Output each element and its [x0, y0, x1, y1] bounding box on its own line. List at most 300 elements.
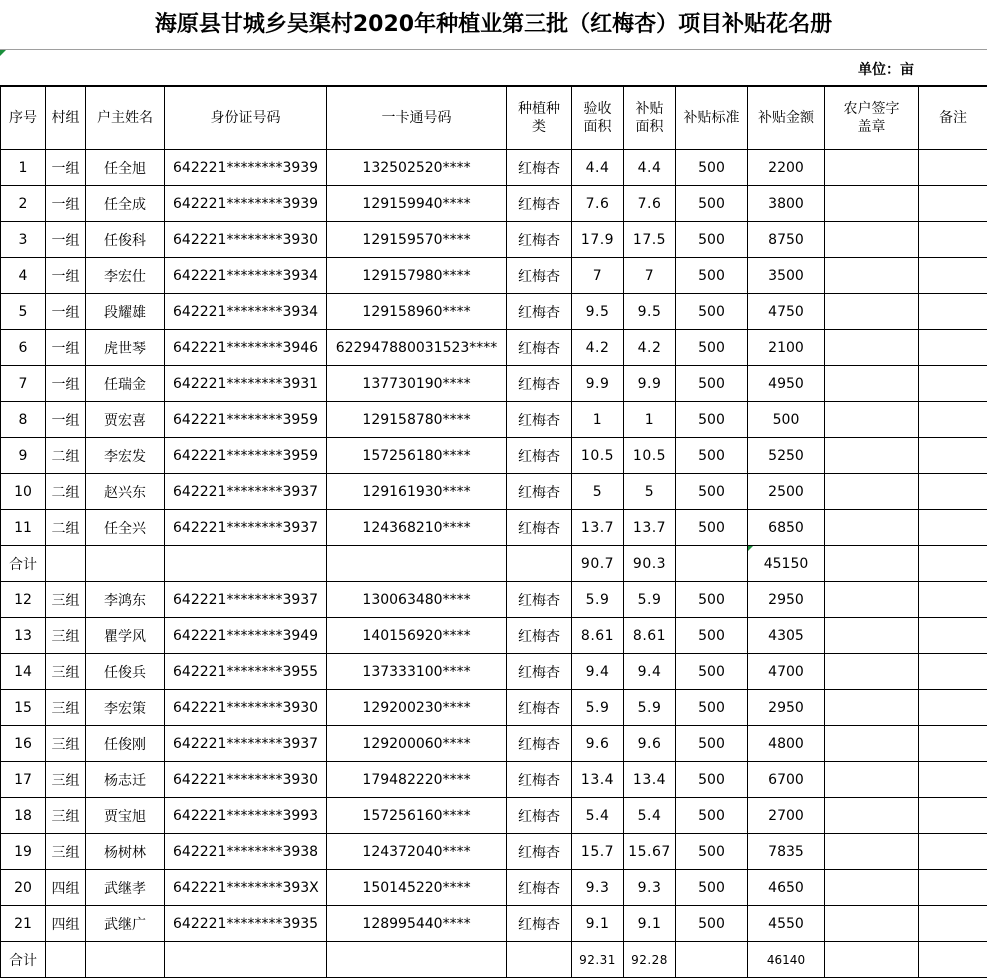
cell-group: 四组 [46, 906, 86, 942]
cell-crop-type: 红梅杏 [507, 258, 572, 294]
cell-signature [825, 906, 919, 942]
cell-group: 四组 [46, 870, 86, 906]
cell-remarks [919, 258, 987, 294]
header-name: 户主姓名 [86, 87, 165, 150]
cell-group: 一组 [46, 402, 86, 438]
header-id-number: 身份证号码 [165, 87, 327, 150]
cell-group: 三组 [46, 654, 86, 690]
header-subsidy-rate: 补贴标准 [676, 87, 748, 150]
cell-inspected-area: 10.5 [572, 438, 624, 474]
cell-subsidy-area: 4.2 [624, 330, 676, 366]
cell-signature [825, 798, 919, 834]
cell-signature [825, 474, 919, 510]
cell-subsidy-rate: 500 [676, 510, 748, 546]
cell-signature [825, 762, 919, 798]
total-row [1, 546, 987, 582]
cell-group: 一组 [46, 150, 86, 186]
cell-card-number: 129159940**** [327, 186, 507, 222]
cell-card-number: 140156920**** [327, 618, 507, 654]
cell-id-number: 642221********3930 [165, 690, 327, 726]
cell-subsidy-amount: 2100 [748, 330, 825, 366]
cell-remarks [919, 150, 987, 186]
cell-index: 4 [1, 258, 46, 294]
cell-index: 15 [1, 690, 46, 726]
cell-id-number: 642221********3935 [165, 906, 327, 942]
cell-subsidy-rate [676, 546, 748, 582]
cell-name: 李宏仕 [86, 258, 165, 294]
cell-name: 贾宏喜 [86, 402, 165, 438]
cell-index: 17 [1, 762, 46, 798]
cell-subsidy-amount: 5250 [748, 438, 825, 474]
cell-signature [825, 654, 919, 690]
cell-subsidy-amount: 2700 [748, 798, 825, 834]
cell-signature [825, 186, 919, 222]
cell-name: 李鸿东 [86, 582, 165, 618]
cell-group [46, 546, 86, 582]
cell-card-number: 129158780**** [327, 402, 507, 438]
table-row [1, 618, 987, 654]
cell-inspected-area: 4.2 [572, 330, 624, 366]
cell-card-number: 157256180**** [327, 438, 507, 474]
unit-label: 单位：亩 [858, 62, 914, 78]
cell-subsidy-amount: 45150 [748, 546, 825, 582]
cell-crop-type: 红梅杏 [507, 474, 572, 510]
cell-remarks [919, 222, 987, 258]
cell-signature [825, 330, 919, 366]
cell-crop-type: 红梅杏 [507, 510, 572, 546]
cell-index: 12 [1, 582, 46, 618]
cell-card-number [327, 546, 507, 582]
cell-card-number: 137730190**** [327, 366, 507, 402]
cell-subsidy-rate: 500 [676, 726, 748, 762]
cell-id-number: 642221********3993 [165, 798, 327, 834]
cell-remarks [919, 762, 987, 798]
cell-subsidy-amount: 4700 [748, 654, 825, 690]
cell-card-number: 622947880031523**** [327, 330, 507, 366]
cell-subsidy-rate: 500 [676, 690, 748, 726]
cell-inspected-area: 5.9 [572, 690, 624, 726]
cell-subsidy-rate: 500 [676, 402, 748, 438]
cell-index: 9 [1, 438, 46, 474]
cell-name: 任俊刚 [86, 726, 165, 762]
cell-crop-type: 红梅杏 [507, 798, 572, 834]
cell-remarks [919, 942, 987, 978]
cell-name: 李宏策 [86, 690, 165, 726]
cell-card-number [327, 942, 507, 978]
cell-subsidy-area: 10.5 [624, 438, 676, 474]
cell-name: 瞿学风 [86, 618, 165, 654]
cell-subsidy-amount: 2200 [748, 150, 825, 186]
table-row [1, 150, 987, 186]
cell-subsidy-area: 5 [624, 474, 676, 510]
cell-subsidy-rate: 500 [676, 222, 748, 258]
table-header-row [1, 87, 987, 150]
table-row [1, 330, 987, 366]
cell-index: 5 [1, 294, 46, 330]
cell-name: 任瑞金 [86, 366, 165, 402]
cell-name: 任俊科 [86, 222, 165, 258]
cell-inspected-area: 7 [572, 258, 624, 294]
cell-group: 三组 [46, 618, 86, 654]
document-title: 海原县甘城乡吴渠村2020年种植业第三批（红梅杏）项目补贴花名册 [0, 0, 987, 50]
cell-index: 16 [1, 726, 46, 762]
cell-crop-type: 红梅杏 [507, 726, 572, 762]
cell-signature [825, 366, 919, 402]
cell-inspected-area: 90.7 [572, 546, 624, 582]
cell-inspected-area: 13.4 [572, 762, 624, 798]
cell-signature [825, 258, 919, 294]
cell-id-number: 642221********3959 [165, 438, 327, 474]
cell-index: 20 [1, 870, 46, 906]
cell-card-number: 129200060**** [327, 726, 507, 762]
cell-signature [825, 834, 919, 870]
cell-index: 合计 [1, 546, 46, 582]
cell-crop-type: 红梅杏 [507, 654, 572, 690]
cell-signature [825, 294, 919, 330]
cell-id-number: 642221********3955 [165, 654, 327, 690]
cell-remarks [919, 798, 987, 834]
cell-name [86, 546, 165, 582]
cell-inspected-area: 9.1 [572, 906, 624, 942]
cell-index: 8 [1, 402, 46, 438]
cell-subsidy-amount: 4750 [748, 294, 825, 330]
cell-inspected-area: 5.9 [572, 582, 624, 618]
table-row [1, 726, 987, 762]
cell-index: 6 [1, 330, 46, 366]
cell-subsidy-amount: 3800 [748, 186, 825, 222]
cell-subsidy-area: 9.6 [624, 726, 676, 762]
cell-signature [825, 402, 919, 438]
unit-row [0, 50, 987, 86]
cell-group [46, 942, 86, 978]
cell-card-number: 130063480**** [327, 582, 507, 618]
cell-card-number: 124368210**** [327, 510, 507, 546]
cell-crop-type: 红梅杏 [507, 870, 572, 906]
table-row [1, 870, 987, 906]
table-row [1, 258, 987, 294]
cell-subsidy-rate: 500 [676, 474, 748, 510]
table-row [1, 834, 987, 870]
cell-crop-type: 红梅杏 [507, 762, 572, 798]
cell-remarks [919, 726, 987, 762]
header-crop-type: 种植种类 [507, 87, 572, 150]
cell-id-number: 642221********3949 [165, 618, 327, 654]
cell-crop-type: 红梅杏 [507, 906, 572, 942]
cell-subsidy-amount: 2500 [748, 474, 825, 510]
cell-group: 三组 [46, 762, 86, 798]
cell-subsidy-area: 90.3 [624, 546, 676, 582]
table-row [1, 762, 987, 798]
cell-subsidy-area: 13.4 [624, 762, 676, 798]
cell-id-number: 642221********3937 [165, 474, 327, 510]
cell-remarks [919, 294, 987, 330]
cell-crop-type: 红梅杏 [507, 222, 572, 258]
cell-subsidy-amount: 4950 [748, 366, 825, 402]
cell-index: 21 [1, 906, 46, 942]
cell-index: 19 [1, 834, 46, 870]
cell-card-number: 132502520**** [327, 150, 507, 186]
cell-name: 杨树林 [86, 834, 165, 870]
cell-index: 11 [1, 510, 46, 546]
cell-subsidy-amount: 2950 [748, 582, 825, 618]
cell-inspected-area: 1 [572, 402, 624, 438]
cell-remarks [919, 906, 987, 942]
cell-card-number: 150145220**** [327, 870, 507, 906]
cell-subsidy-rate: 500 [676, 330, 748, 366]
cell-id-number: 642221********3934 [165, 294, 327, 330]
cell-inspected-area: 9.9 [572, 366, 624, 402]
header-subsidy-amount: 补贴金额 [748, 87, 825, 150]
cell-remarks [919, 330, 987, 366]
cell-subsidy-rate: 500 [676, 762, 748, 798]
cell-name: 贾宝旭 [86, 798, 165, 834]
cell-id-number: 642221********3930 [165, 762, 327, 798]
cell-name: 武继孝 [86, 870, 165, 906]
cell-group: 一组 [46, 294, 86, 330]
cell-inspected-area: 92.31 [572, 942, 624, 978]
cell-subsidy-amount: 6850 [748, 510, 825, 546]
cell-crop-type: 红梅杏 [507, 294, 572, 330]
cell-id-number: 642221********3934 [165, 258, 327, 294]
cell-id-number: 642221********3931 [165, 366, 327, 402]
cell-id-number: 642221********3937 [165, 510, 327, 546]
cell-index: 18 [1, 798, 46, 834]
cell-group: 三组 [46, 798, 86, 834]
cell-subsidy-rate: 500 [676, 438, 748, 474]
cell-id-number: 642221********3939 [165, 150, 327, 186]
cell-card-number: 129159570**** [327, 222, 507, 258]
cell-index: 2 [1, 186, 46, 222]
table-row [1, 906, 987, 942]
cell-inspected-area: 9.3 [572, 870, 624, 906]
cell-remarks [919, 546, 987, 582]
cell-crop-type [507, 942, 572, 978]
cell-signature [825, 150, 919, 186]
cell-signature [825, 510, 919, 546]
cell-name [86, 942, 165, 978]
cell-group: 二组 [46, 438, 86, 474]
header-index: 序号 [1, 87, 46, 150]
cell-subsidy-area: 1 [624, 402, 676, 438]
cell-inspected-area: 13.7 [572, 510, 624, 546]
cell-remarks [919, 690, 987, 726]
cell-inspected-area: 17.9 [572, 222, 624, 258]
cell-index: 14 [1, 654, 46, 690]
cell-subsidy-rate: 500 [676, 618, 748, 654]
cell-index: 10 [1, 474, 46, 510]
cell-subsidy-rate: 500 [676, 150, 748, 186]
cell-inspected-area: 5 [572, 474, 624, 510]
cell-id-number: 642221********393X [165, 870, 327, 906]
cell-subsidy-area: 9.4 [624, 654, 676, 690]
cell-subsidy-amount: 2950 [748, 690, 825, 726]
cell-subsidy-area: 15.67 [624, 834, 676, 870]
cell-id-number: 642221********3930 [165, 222, 327, 258]
cell-subsidy-amount: 7835 [748, 834, 825, 870]
cell-subsidy-rate: 500 [676, 258, 748, 294]
cell-subsidy-amount: 46140 [748, 942, 825, 978]
cell-group: 三组 [46, 582, 86, 618]
cell-subsidy-amount: 500 [748, 402, 825, 438]
cell-inspected-area: 8.61 [572, 618, 624, 654]
cell-subsidy-area: 92.28 [624, 942, 676, 978]
cell-crop-type [507, 546, 572, 582]
cell-group: 一组 [46, 186, 86, 222]
cell-id-number: 642221********3937 [165, 582, 327, 618]
cell-name: 段耀雄 [86, 294, 165, 330]
cell-subsidy-rate: 500 [676, 654, 748, 690]
cell-subsidy-area: 13.7 [624, 510, 676, 546]
cell-remarks [919, 654, 987, 690]
table-row [1, 798, 987, 834]
cell-subsidy-rate: 500 [676, 186, 748, 222]
cell-subsidy-area: 9.5 [624, 294, 676, 330]
cell-marker-icon [0, 50, 6, 56]
cell-subsidy-rate [676, 942, 748, 978]
table-row [1, 222, 987, 258]
cell-inspected-area: 9.4 [572, 654, 624, 690]
cell-group: 一组 [46, 222, 86, 258]
cell-signature [825, 618, 919, 654]
cell-remarks [919, 834, 987, 870]
cell-subsidy-area: 7 [624, 258, 676, 294]
cell-crop-type: 红梅杏 [507, 366, 572, 402]
cell-crop-type: 红梅杏 [507, 618, 572, 654]
cell-inspected-area: 15.7 [572, 834, 624, 870]
cell-subsidy-amount: 4550 [748, 906, 825, 942]
table-body [1, 150, 987, 978]
cell-subsidy-amount: 6700 [748, 762, 825, 798]
table-row [1, 510, 987, 546]
cell-card-number: 124372040**** [327, 834, 507, 870]
cell-id-number [165, 942, 327, 978]
cell-subsidy-rate: 500 [676, 906, 748, 942]
cell-remarks [919, 618, 987, 654]
header-card-number: 一卡通号码 [327, 87, 507, 150]
cell-id-number: 642221********3939 [165, 186, 327, 222]
header-signature: 农户签字盖章 [825, 87, 919, 150]
cell-remarks [919, 366, 987, 402]
cell-name: 任全兴 [86, 510, 165, 546]
cell-group: 三组 [46, 726, 86, 762]
table-row [1, 294, 987, 330]
cell-subsidy-area: 9.3 [624, 870, 676, 906]
cell-remarks [919, 582, 987, 618]
subsidy-roster-table [0, 86, 987, 978]
cell-subsidy-area: 5.4 [624, 798, 676, 834]
cell-crop-type: 红梅杏 [507, 438, 572, 474]
cell-crop-type: 红梅杏 [507, 402, 572, 438]
cell-signature [825, 726, 919, 762]
cell-card-number: 129161930**** [327, 474, 507, 510]
cell-subsidy-rate: 500 [676, 834, 748, 870]
cell-crop-type: 红梅杏 [507, 582, 572, 618]
cell-index: 13 [1, 618, 46, 654]
cell-remarks [919, 474, 987, 510]
cell-name: 杨志迁 [86, 762, 165, 798]
header-inspected-area: 验收面积 [572, 87, 624, 150]
cell-remarks [919, 438, 987, 474]
table-row [1, 438, 987, 474]
cell-card-number: 129157980**** [327, 258, 507, 294]
cell-signature [825, 690, 919, 726]
cell-name: 任全成 [86, 186, 165, 222]
cell-inspected-area: 9.6 [572, 726, 624, 762]
cell-index: 1 [1, 150, 46, 186]
cell-name: 李宏发 [86, 438, 165, 474]
table-row [1, 654, 987, 690]
cell-inspected-area: 4.4 [572, 150, 624, 186]
cell-crop-type: 红梅杏 [507, 834, 572, 870]
cell-inspected-area: 9.5 [572, 294, 624, 330]
cell-card-number: 129158960**** [327, 294, 507, 330]
cell-group: 二组 [46, 474, 86, 510]
cell-subsidy-rate: 500 [676, 294, 748, 330]
cell-card-number: 157256160**** [327, 798, 507, 834]
cell-id-number: 642221********3938 [165, 834, 327, 870]
cell-signature [825, 546, 919, 582]
table-row [1, 366, 987, 402]
cell-signature [825, 222, 919, 258]
cell-signature [825, 942, 919, 978]
header-group: 村组 [46, 87, 86, 150]
cell-name: 武继广 [86, 906, 165, 942]
cell-card-number: 137333100**** [327, 654, 507, 690]
cell-signature [825, 582, 919, 618]
cell-group: 一组 [46, 366, 86, 402]
cell-index: 7 [1, 366, 46, 402]
cell-subsidy-area: 17.5 [624, 222, 676, 258]
cell-id-number: 642221********3946 [165, 330, 327, 366]
table-row [1, 690, 987, 726]
cell-group: 一组 [46, 258, 86, 294]
cell-card-number: 129200230**** [327, 690, 507, 726]
cell-subsidy-amount: 3500 [748, 258, 825, 294]
cell-group: 二组 [46, 510, 86, 546]
cell-group: 三组 [46, 690, 86, 726]
cell-id-number: 642221********3937 [165, 726, 327, 762]
cell-subsidy-area: 5.9 [624, 690, 676, 726]
cell-subsidy-area: 8.61 [624, 618, 676, 654]
cell-remarks [919, 402, 987, 438]
total-row [1, 942, 987, 978]
cell-inspected-area: 5.4 [572, 798, 624, 834]
cell-crop-type: 红梅杏 [507, 186, 572, 222]
cell-remarks [919, 870, 987, 906]
cell-subsidy-rate: 500 [676, 582, 748, 618]
table-row [1, 402, 987, 438]
cell-subsidy-amount: 4800 [748, 726, 825, 762]
cell-crop-type: 红梅杏 [507, 150, 572, 186]
cell-subsidy-area: 9.9 [624, 366, 676, 402]
table-row [1, 186, 987, 222]
cell-name: 任全旭 [86, 150, 165, 186]
cell-remarks [919, 186, 987, 222]
cell-name: 虎世琴 [86, 330, 165, 366]
cell-subsidy-area: 9.1 [624, 906, 676, 942]
cell-name: 任俊兵 [86, 654, 165, 690]
cell-id-number: 642221********3959 [165, 402, 327, 438]
cell-subsidy-area: 5.9 [624, 582, 676, 618]
cell-subsidy-amount: 8750 [748, 222, 825, 258]
cell-subsidy-amount: 4305 [748, 618, 825, 654]
cell-card-number: 128995440**** [327, 906, 507, 942]
cell-name: 赵兴东 [86, 474, 165, 510]
cell-group: 三组 [46, 834, 86, 870]
cell-subsidy-rate: 500 [676, 798, 748, 834]
cell-signature [825, 438, 919, 474]
header-subsidy-area: 补贴面积 [624, 87, 676, 150]
